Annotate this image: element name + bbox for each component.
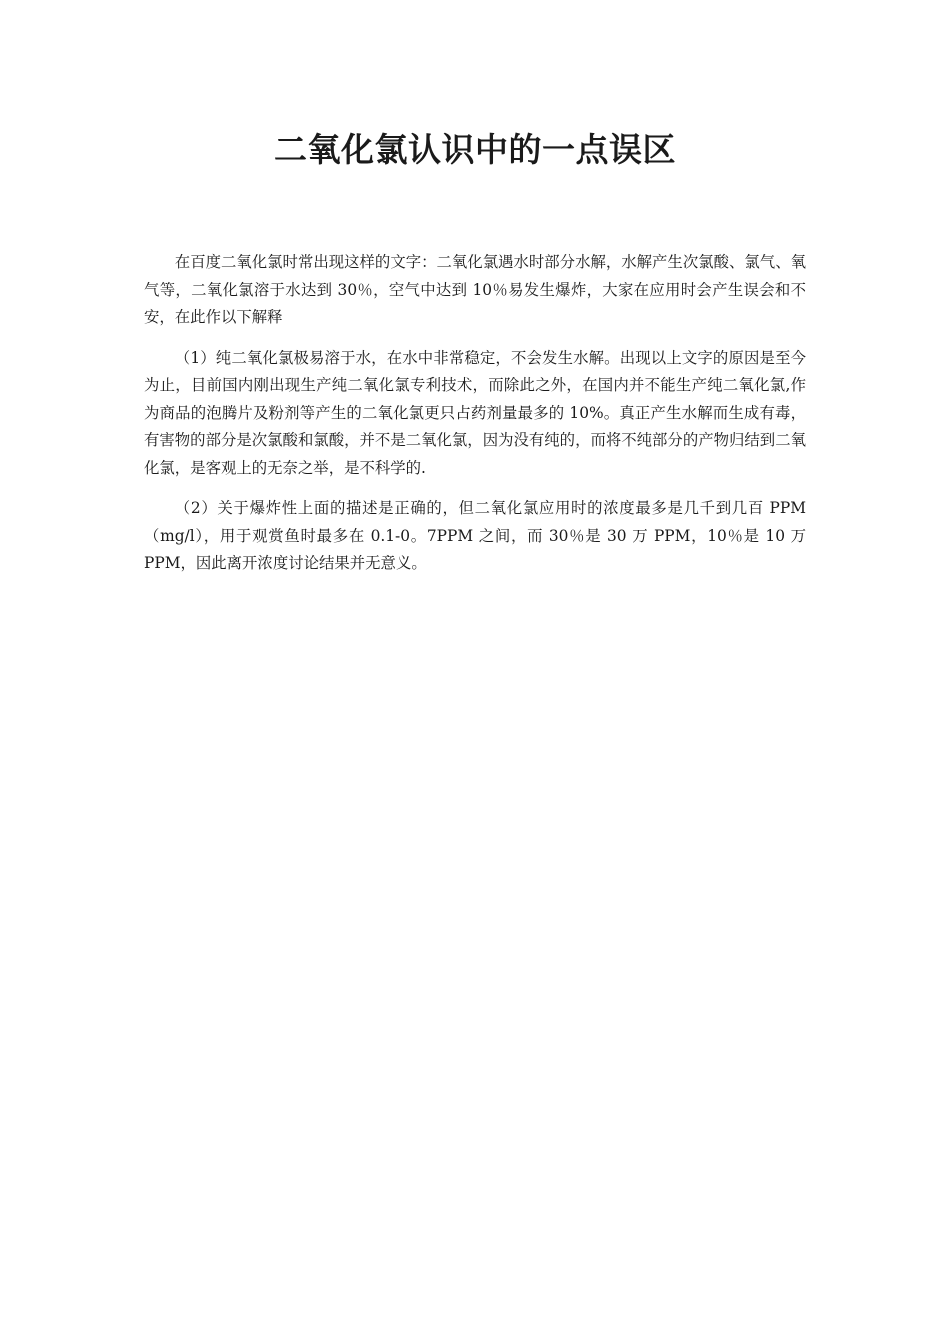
paragraph-point-1: （1）纯二氧化氯极易溶于水，在水中非常稳定，不会发生水解。出现以上文字的原因是至今为止，目前国内刚出现生产纯二氧化氯专利技术，而除此之外，在国内并不能生产纯二氧化氯,作为商品的泡腾片及粉剂等产生的二氧化氯更只占药剂量最多的 10%。真正产生水解而生成有毒，有害物的部分是次氯酸和氯酸，并不是二氧化氯，因为没有纯的，而将不纯部分的产物归结到二氧化氯，是客观上的无奈之举，是不科学的. bbox=[144, 348, 806, 477]
paragraph-intro: 在百度二氧化氯时常出现这样的文字：二氧化氯遇水时部分水解，水解产生次氯酸、氯气、氧气等，二氧化氯溶于水达到 30％，空气中达到 10％易发生爆炸，大家在应用时会产生误会和不安，在此作以下解释 bbox=[144, 253, 806, 326]
paragraph-point-2: （2）关于爆炸性上面的描述是正确的，但二氧化氯应用时的浓度最多是几千到几百 PPM（mg/l），用于观赏鱼时最多在 0.1-0。7PPM 之间，而 30％是 30 万 PPM，10％是 10 万 PPM，因此离开浓度讨论结果并无意义。 bbox=[144, 499, 806, 572]
page-title: 二氧化氯认识中的一点误区 bbox=[274, 130, 676, 169]
document-body bbox=[144, 249, 806, 591]
